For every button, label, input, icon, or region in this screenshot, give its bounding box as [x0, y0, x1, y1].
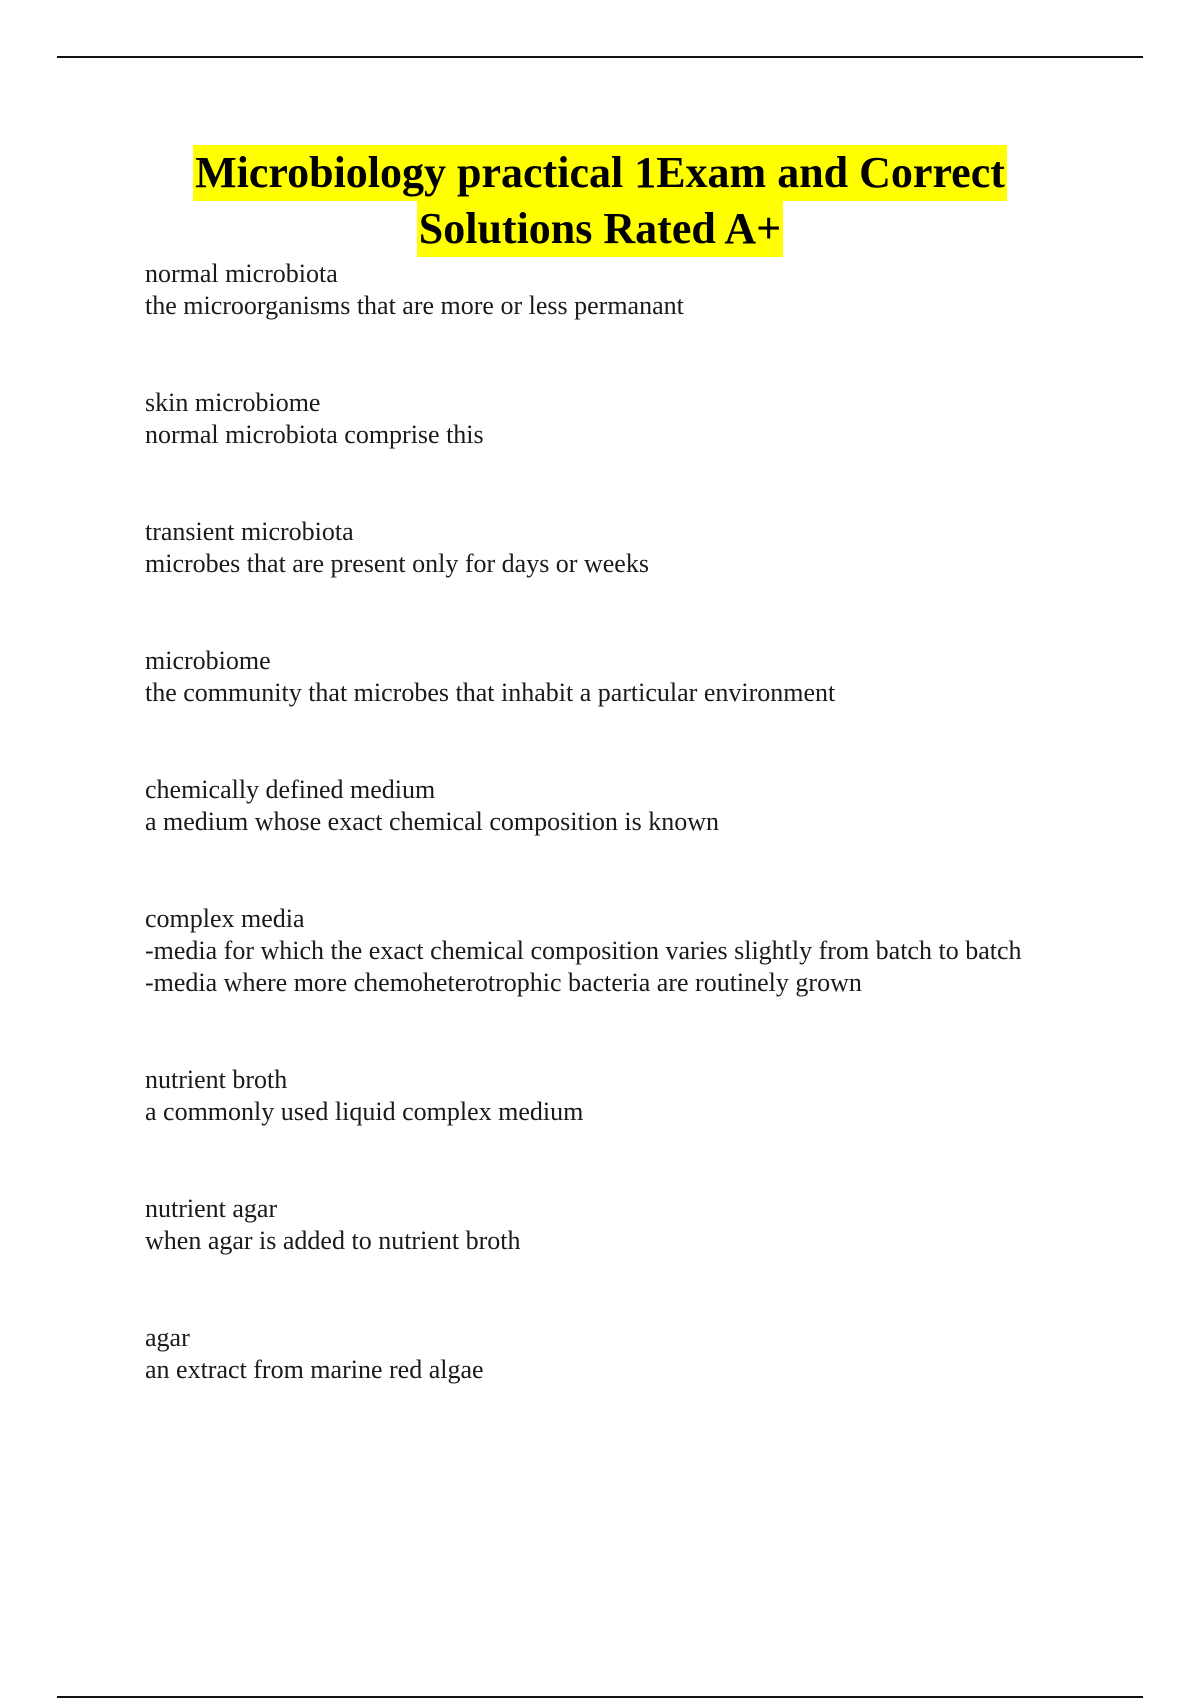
flashcard-entry [145, 387, 1065, 451]
entry-term: complex media [145, 904, 305, 933]
flashcard-entry [145, 1064, 1065, 1128]
flashcard-entry [145, 1193, 1065, 1257]
entry-definition: normal microbiota comprise this [145, 420, 484, 449]
entry-term: agar [145, 1323, 190, 1352]
entry-definition: an extract from marine red algae [145, 1355, 484, 1384]
flashcard-entry [145, 1322, 1065, 1386]
entry-definition: the microorganisms that are more or less permanant [145, 291, 684, 320]
document-title [0, 145, 1200, 257]
entry-definition: microbes that are present only for days or weeks [145, 549, 649, 578]
entry-term: microbiome [145, 646, 271, 675]
entry-term: chemically defined medium [145, 775, 436, 804]
flashcard-entry [145, 774, 1065, 838]
entry-definition: when agar is added to nutrient broth [145, 1226, 521, 1255]
entry-term: transient microbiota [145, 517, 354, 546]
title-line-2: Solutions Rated A+ [417, 201, 783, 257]
entry-definition: the community that microbes that inhabit a particular environment [145, 678, 836, 707]
entry-definition: a commonly used liquid complex medium [145, 1097, 584, 1126]
title-line-1: Microbiology practical 1Exam and Correct [193, 145, 1007, 201]
entry-definition: a medium whose exact chemical composition is known [145, 807, 720, 836]
top-rule [57, 56, 1143, 58]
flashcard-entry [145, 903, 1065, 999]
flashcard-list [145, 258, 1065, 1451]
flashcard-entry [145, 258, 1065, 322]
entry-term: nutrient agar [145, 1194, 278, 1223]
flashcard-entry [145, 645, 1065, 709]
flashcard-entry [145, 516, 1065, 580]
entry-definition: -media where more chemoheterotrophic bacteria are routinely grown [145, 968, 862, 997]
entry-term: normal microbiota [145, 259, 338, 288]
entry-definition: -media for which the exact chemical composition varies slightly from batch to batch [145, 936, 1022, 965]
entry-term: skin microbiome [145, 388, 321, 417]
bottom-rule [57, 1696, 1143, 1698]
entry-term: nutrient broth [145, 1065, 288, 1094]
